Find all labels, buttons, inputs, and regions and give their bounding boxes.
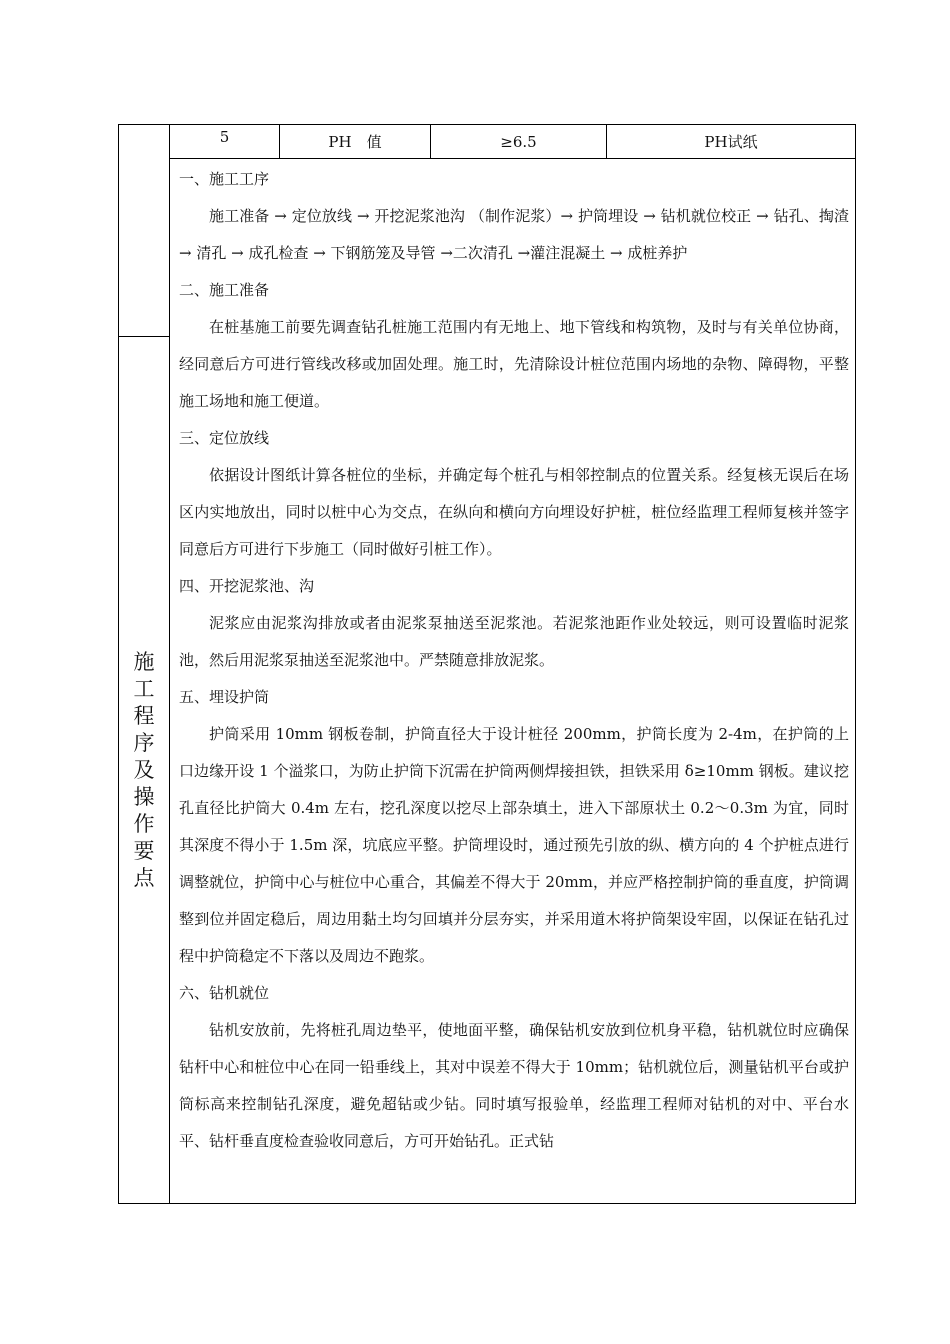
section-paragraph: 护筒采用 10mm 钢板卷制，护筒直径大于设计桩径 200mm，护筒长度为 2-4m，在护筒的上口边缘开设 1 个溢浆口，为防止护筒下沉需在护筒两侧焊接担铁，担铁采用 δ≥10mm 钢板。建议挖孔直径比护筒大 0.4m 左右，挖孔深度以挖尽上部杂填土，进入下部原状土 0.2～0.3m 为宜，同时其深度不得小于 1.5m 深，坑底应平整。护筒埋设时，通过预先引放的纵、横方向的 4 个护桩点进行调整就位，护筒中心与桩位中心重合，其偏差不得大于 20mm，并应严格控制护筒的垂直度，护筒调整到位并固定稳后，周边用黏土均匀回填并分层夯实，并采用道木将护筒架设牢固，以保证在钻孔过程中护筒稳定不下落以及周边不跑浆。 — [179, 725, 849, 965]
side-label-char: 施 — [133, 650, 155, 674]
section-paragraph: 施工准备 → 定位放线 → 开挖泥浆池沟 （制作泥浆）→ 护筒埋设 → 钻机就位校正 → 钻孔、掏渣→ 清孔 → 成孔检查 → 下钢筋笼及导管 →二次清孔 →灌注混凝土 → 成桩养护 — [179, 207, 849, 262]
side-label-text — [134, 649, 155, 892]
side-label-char: 工 — [133, 677, 155, 701]
side-label — [119, 338, 169, 1203]
cell-standard — [431, 125, 606, 158]
row-divider — [169, 158, 855, 159]
cell-method — [607, 125, 855, 158]
section-heading: 五、埋设护筒 — [179, 688, 270, 706]
side-label-char: 序 — [133, 731, 155, 755]
section-paragraph: 钻机安放前，先将桩孔周边垫平，使地面平整，确保钻机安放到位机身平稳，钻机就位时应确保钻杆中心和桩位中心在同一铅垂线上，其对中误差不得大于 10mm；钻机就位后，测量钻机平台或护筒标高来控制钻孔深度，避免超钻或少钻。同时填写报验单，经监理工程师对钻机的对中、平台水平、钻杆垂直度检查验收同意后，方可开始钻孔。正式钻 — [179, 1021, 849, 1150]
side-label-char: 要 — [133, 839, 155, 863]
side-column-split — [119, 336, 169, 337]
cell-index — [170, 125, 279, 158]
section-paragraph: 在桩基施工前要先调查钻孔桩施工范围内有无地上、地下管线和构筑物，及时与有关单位协商，经同意后方可进行管线改移或加固处理。施工时，先清除设计桩位范围内场地的杂物、障碍物，平整施工场地和施工便道。 — [179, 318, 849, 410]
standard-value: ≥6.5 — [500, 132, 537, 151]
side-label-char: 及 — [133, 758, 155, 782]
section-heading: 四、开挖泥浆池、沟 — [179, 577, 315, 595]
item-value: PH 值 — [328, 133, 382, 151]
section-heading: 二、施工准备 — [179, 281, 270, 299]
procedure-content — [179, 161, 849, 1160]
method-value: PH试纸 — [704, 133, 758, 151]
section-paragraph: 依据设计图纸计算各桩位的坐标，并确定每个桩孔与相邻控制点的位置关系。经复核无误后在场区内实地放出，同时以桩中心为交点，在纵向和横向方向埋设好护桩，桩位经监理工程师复核并签字同意后方可进行下步施工（同时做好引桩工作）。 — [179, 466, 849, 558]
cell-item — [280, 125, 430, 158]
side-label-char: 点 — [133, 866, 155, 890]
section-paragraph: 泥浆应由泥浆沟排放或者由泥浆泵抽送至泥浆池。若泥浆池距作业处较远，则可设置临时泥浆池，然后用泥浆泵抽送至泥浆池中。严禁随意排放泥浆。 — [179, 614, 849, 669]
section-heading: 一、施工工序 — [179, 170, 270, 188]
side-label-char: 程 — [133, 704, 155, 728]
side-column-divider — [169, 125, 170, 1203]
section-heading: 六、钻机就位 — [179, 984, 270, 1002]
section-heading: 三、定位放线 — [179, 429, 270, 447]
procedure-table — [118, 124, 856, 1204]
side-label-char: 操 — [133, 785, 155, 809]
index-value: 5 — [219, 127, 230, 146]
side-label-char: 作 — [133, 812, 155, 836]
